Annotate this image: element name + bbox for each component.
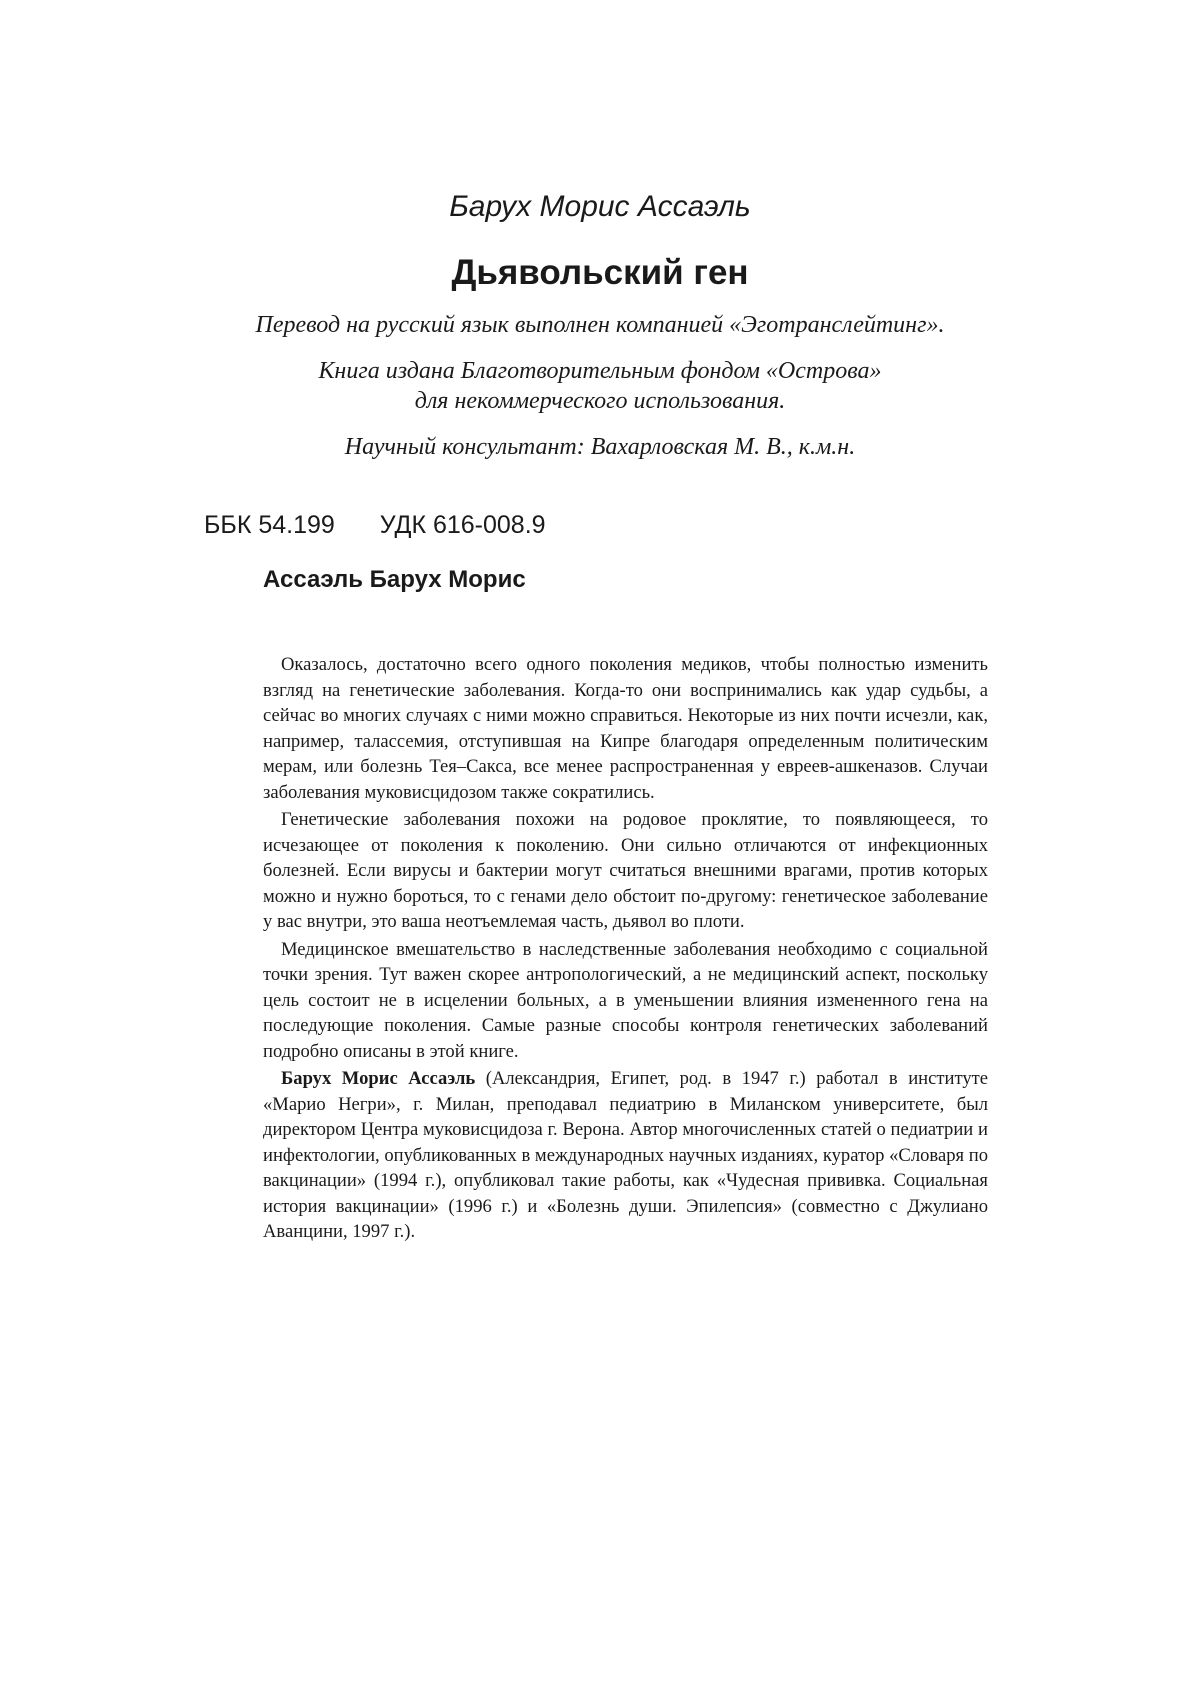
translation-credit: Перевод на русский язык выполнен компанией «Эготранслейтинг». <box>255 312 945 338</box>
paragraph-4 <box>263 1066 988 1245</box>
author-name-bold: Барух Морис Ассаэль <box>281 1068 476 1089</box>
book-title: Дьявольский ген <box>451 253 749 292</box>
scientific-consultant: Научный консультант: Вахарловская М. В., к.м.н. <box>344 434 856 460</box>
annotation-text <box>263 652 988 1247</box>
published-by-line-1: Книга издана Благотворительным фондом «Острова» <box>318 358 882 384</box>
paragraph-3: Медицинское вмешательство в наследственные заболевания необходимо с социальной точки зрения. Тут важен скорее антропологический, а не медицинский аспект, поскольку цель состоит не в исцелении больных, а в уменьшении влияния измененного гена на последующие поколения. Самые разные способы контроля генетических заболеваний подробно описаны в этой книге. <box>263 938 988 1062</box>
paragraph-2: Генетические заболевания похожи на родовое проклятие, то появляющееся, то исчезающее от поколения к поколению. Они сильно отличаются от инфекционных болезней. Если вирусы и бактерии могут считаться внешними врагами, против которых можно и нужно бороться, то с генами дело обстоит по-другому: генетическое заболевание у вас внутри, это ваша неотъемлемая часть, дьявол во плоти. <box>263 809 988 932</box>
author-bio: (Александрия, Египет, род. в 1947 г.) работал в институте «Марио Негри», г. Милан, преподавал педиатрию в Миланском университете, был директором Центра муковисцидоза г. Верона. Автор многочисленных статей о педиатрии и инфектологии, опубликованных в международных научных изданиях, куратор «Словаря по вакцинации» (1994 г.), опубликовал такие работы, как «Чудесная прививка. Социальная история вакцинации» (1996 г.) и «Болезнь души. Эпилепсия» (совместно с Джулиано Аванцини, 1997 г.). <box>263 1068 988 1242</box>
published-by-line-2: для некоммерческого использования. <box>414 388 786 414</box>
udk-code: УДК 616-008.9 <box>379 511 546 539</box>
classification-codes <box>204 510 546 540</box>
reference-author: Ассаэль Барух Морис <box>263 566 526 593</box>
book-author: Барух Морис Ассаэль <box>449 190 751 223</box>
bbk-code: ББК 54.199 <box>204 511 335 539</box>
paragraph-1: Оказалось, достаточно всего одного поколения медиков, чтобы полностью изменить взгляд на генетические заболевания. Когда-то они воспринимались как удар судьбы, а сейчас во многих случаях с ними можно справиться. Некоторые из них почти исчезли, как, например, талассемия, отступившая на Кипре благодаря определенным политическим мерам, или болезнь Тея–Сакса, все менее распространенная у евреев-ашкеназов. Случаи заболевания муковисцидозом также сократились. <box>263 654 988 803</box>
